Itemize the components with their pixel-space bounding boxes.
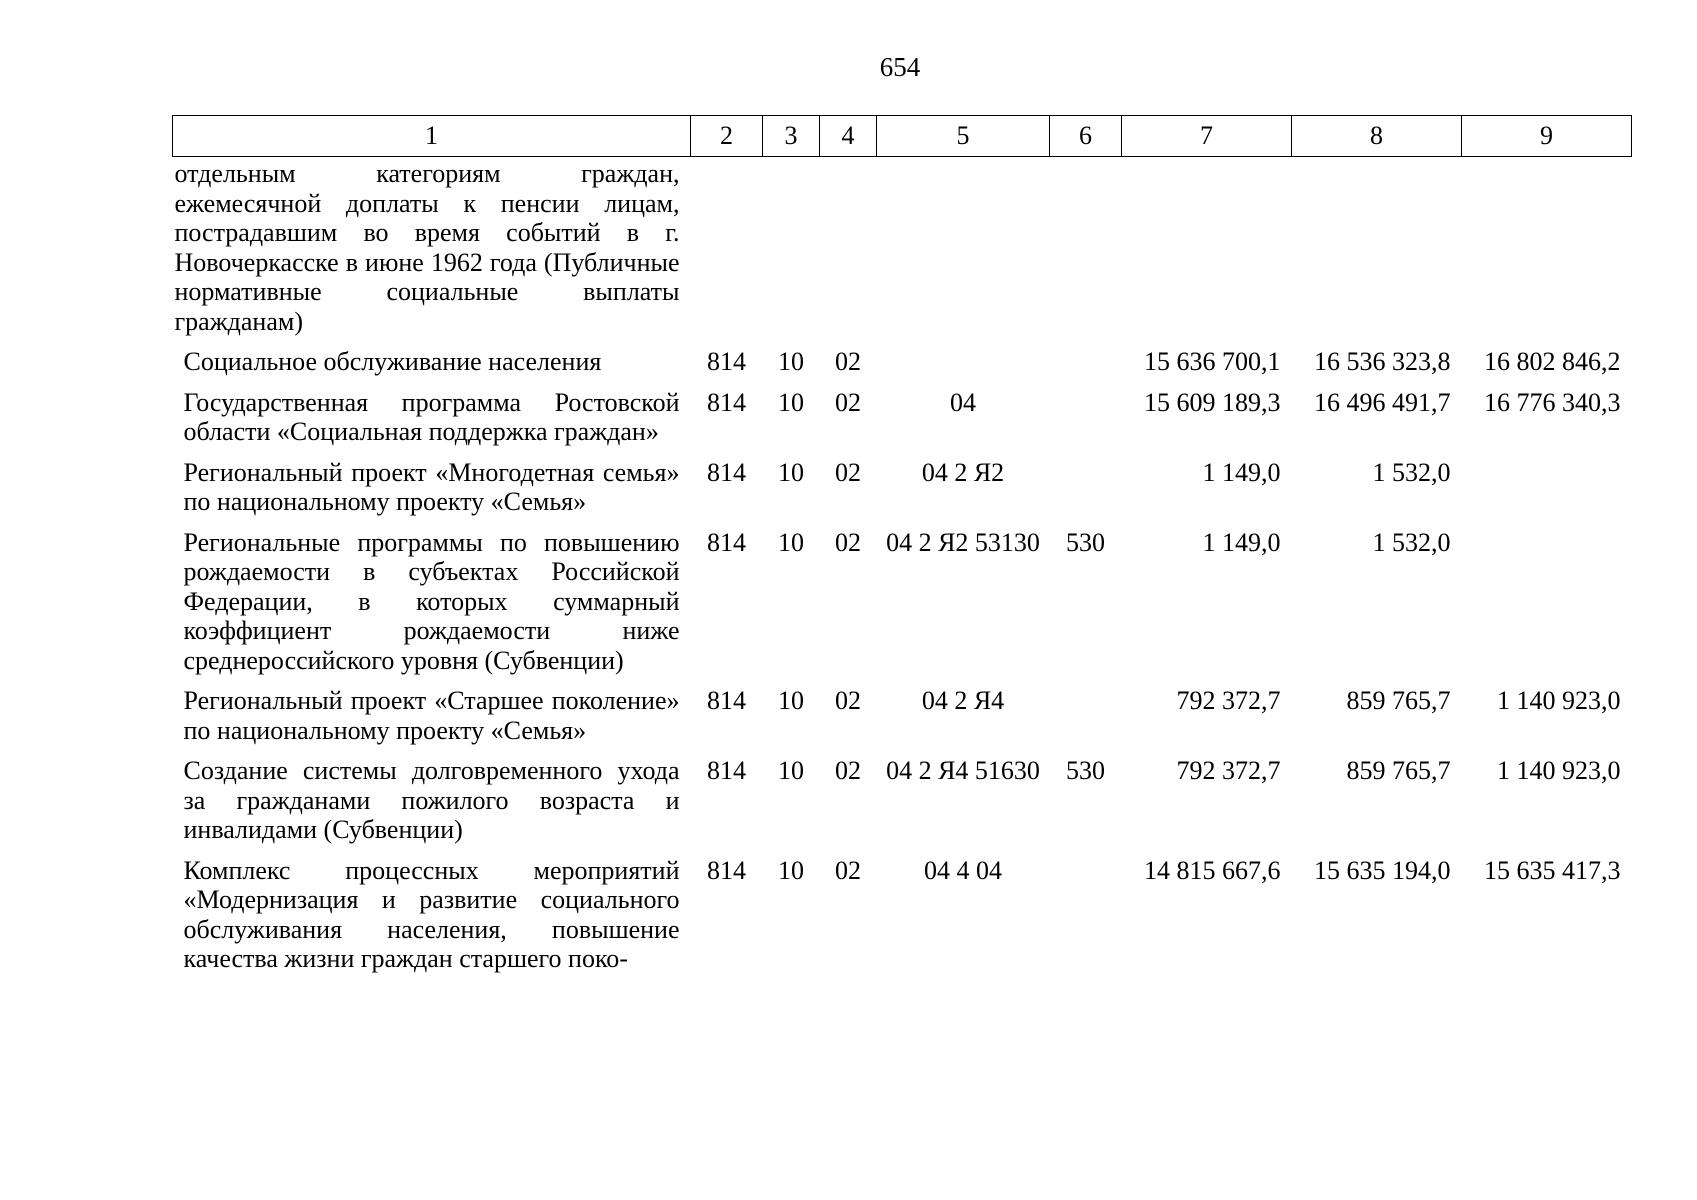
row-expense-type	[1050, 157, 1122, 348]
row-expense-type: 530	[1066, 527, 1105, 557]
column-header-7: 7	[1122, 116, 1292, 157]
row-section: 10	[778, 347, 804, 376]
page-number: 654	[879, 52, 921, 82]
row-section: 10	[778, 686, 804, 715]
row-subsection	[820, 157, 877, 348]
row-amount-year2	[1292, 157, 1462, 348]
row-target-article: 04 2 Я2	[921, 457, 1005, 487]
row-target-article	[877, 157, 1050, 348]
row-amount-year2: 16 496 491,7	[1314, 387, 1451, 417]
row-amount-year3: 1 140 923,0	[1497, 686, 1621, 715]
row-name: Региональный проект «Многодетная семья» по национальному проекту «Семья»	[183, 457, 680, 516]
column-header-5: 5	[877, 116, 1050, 157]
row-amount-year2: 16 536 323,8	[1314, 347, 1451, 376]
row-section: 10	[778, 457, 804, 487]
row-expense-type	[1050, 458, 1122, 528]
row-grbs	[691, 157, 763, 348]
table-row	[173, 856, 1632, 985]
row-amount-year3: 15 635 417,3	[1484, 855, 1621, 885]
row-name: Комплекс процессных мероприятий «Модернизация и развитие социального обслуживания населения, повышение качества жизни граждан старшего поко-	[183, 855, 680, 973]
row-subsection: 02	[835, 686, 861, 715]
row-subsection: 02	[835, 756, 861, 785]
row-expense-type	[1050, 856, 1122, 985]
row-amount-year3: 1 140 923,0	[1497, 756, 1621, 785]
row-section: 10	[778, 855, 804, 885]
column-header-4: 4	[820, 116, 877, 157]
table-row	[173, 388, 1632, 458]
row-subsection: 02	[835, 387, 861, 417]
row-name: отдельным категориям граждан, ежемесячной доплаты к пенсии лицам, пострадавшим во время событий в г. Новочеркасске в июне 1962 года (Публичные нормативные социальные выплаты гражданам)	[174, 159, 680, 336]
row-amount-year2: 1 532,0	[1372, 527, 1451, 557]
row-amount-year1: 1 149,0	[1202, 527, 1281, 557]
row-subsection: 02	[835, 347, 861, 376]
row-subsection: 02	[835, 457, 861, 487]
column-header-6: 6	[1050, 116, 1122, 157]
row-grbs: 814	[707, 756, 746, 785]
row-name: Создание системы долговременного ухода за гражданами пожилого возраста и инвалидами (Субвенции)	[183, 756, 680, 844]
column-header-3: 3	[763, 116, 820, 157]
row-subsection: 02	[835, 855, 861, 885]
row-amount-year2: 15 635 194,0	[1314, 855, 1451, 885]
table-row	[173, 756, 1632, 856]
table-header	[173, 116, 1632, 157]
row-amount-year1: 15 609 189,3	[1144, 387, 1281, 417]
budget-table	[172, 115, 1632, 985]
table-row	[173, 528, 1632, 687]
row-name: Государственная программа Ростовской области «Социальная поддержка граждан»	[183, 387, 680, 446]
row-section	[763, 157, 820, 348]
row-amount-year1: 14 815 667,6	[1144, 855, 1281, 885]
table-row	[173, 347, 1632, 388]
row-amount-year3	[1462, 528, 1632, 687]
row-name: Региональный проект «Старшее поколение» по национальному проекту «Семья»	[183, 686, 680, 745]
row-target-article: 04 2 Я4 51630	[886, 756, 1040, 785]
table-body	[173, 157, 1632, 985]
row-amount-year1: 792 372,7	[1176, 686, 1281, 715]
row-section: 10	[778, 387, 804, 417]
row-subsection: 02	[835, 527, 861, 557]
row-name: Социальное обслуживание населения	[183, 347, 602, 376]
row-amount-year3	[1462, 157, 1632, 348]
column-header-1: 1	[173, 116, 691, 157]
column-header-8: 8	[1292, 116, 1462, 157]
row-target-article: 04 2 Я4	[921, 686, 1005, 715]
column-header-9: 9	[1462, 116, 1632, 157]
column-header-2: 2	[691, 116, 763, 157]
row-target-article: 04 2 Я2 53130	[886, 527, 1040, 557]
row-grbs: 814	[707, 347, 746, 376]
row-target-article	[877, 347, 1050, 388]
table-row	[173, 157, 1632, 348]
table-row	[173, 458, 1632, 528]
row-amount-year3	[1462, 458, 1632, 528]
row-grbs: 814	[707, 686, 746, 715]
row-amount-year3: 16 776 340,3	[1484, 387, 1621, 417]
row-amount-year1: 15 636 700,1	[1144, 347, 1281, 376]
row-grbs: 814	[707, 855, 746, 885]
row-expense-type	[1050, 347, 1122, 388]
row-grbs: 814	[707, 457, 746, 487]
row-expense-type	[1050, 388, 1122, 458]
table-row	[173, 686, 1632, 756]
row-section: 10	[778, 756, 804, 785]
row-name: Региональные программы по повышению рождаемости в субъектах Российской Федерации, в которых суммарный коэффициент рождаемости ниже среднероссийского уровня (Субвенции)	[183, 527, 680, 675]
row-target-article: 04	[950, 387, 976, 417]
row-amount-year1: 1 149,0	[1202, 457, 1281, 487]
row-grbs: 814	[707, 527, 746, 557]
row-target-article: 04 4 04	[924, 855, 1002, 885]
row-amount-year1: 792 372,7	[1176, 756, 1281, 785]
row-section: 10	[778, 527, 804, 557]
row-amount-year1	[1122, 157, 1292, 348]
row-grbs: 814	[707, 387, 746, 417]
row-amount-year2: 1 532,0	[1372, 457, 1451, 487]
row-expense-type	[1050, 686, 1122, 756]
row-amount-year3: 16 802 846,2	[1484, 347, 1621, 376]
row-amount-year2: 859 765,7	[1346, 756, 1451, 785]
row-expense-type: 530	[1066, 756, 1105, 785]
row-amount-year2: 859 765,7	[1346, 686, 1451, 715]
